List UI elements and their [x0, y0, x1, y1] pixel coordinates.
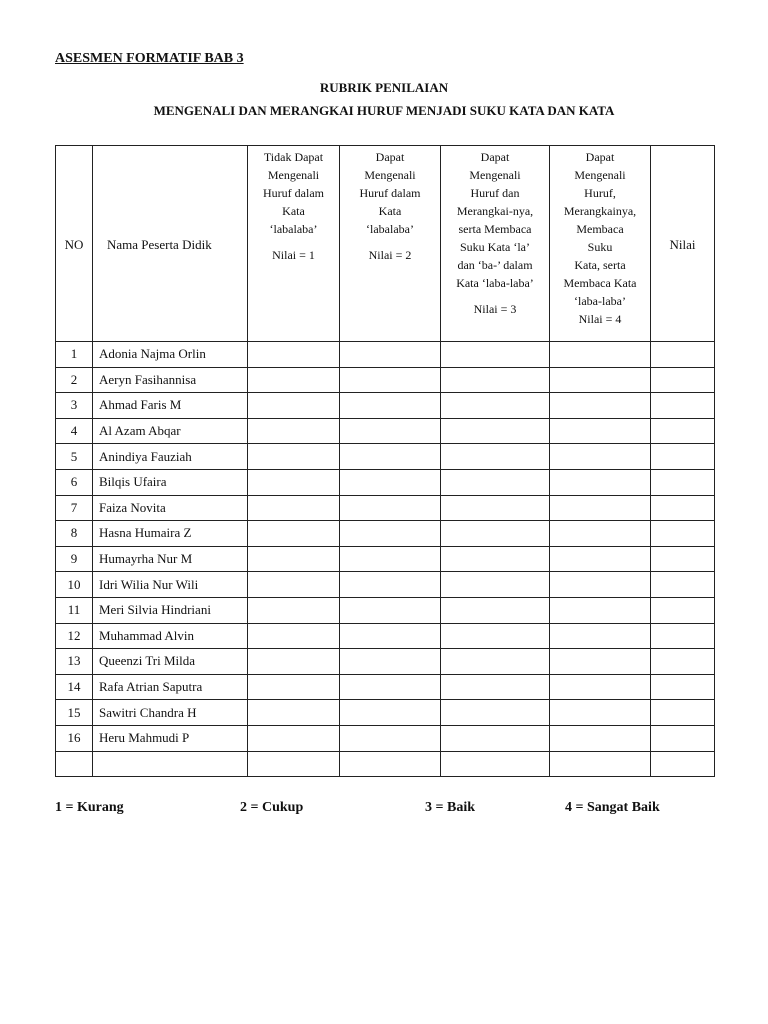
score-cell-nilai[interactable]	[651, 367, 715, 393]
header-criteria-2	[340, 146, 441, 342]
legend-sangat-baik: 4 = Sangat Baik	[565, 800, 660, 815]
header-row	[56, 146, 715, 342]
table-row	[56, 495, 715, 521]
row-number: 6	[56, 469, 93, 495]
table-row	[56, 649, 715, 675]
score-cell-nilai[interactable]	[651, 597, 715, 623]
score-cell-2[interactable]	[340, 546, 441, 572]
row-number: 7	[56, 495, 93, 521]
score-cell-3[interactable]	[441, 418, 550, 444]
legend-cukup: 2 = Cukup	[240, 800, 304, 815]
score-cell-nilai[interactable]	[651, 572, 715, 598]
row-number: 12	[56, 623, 93, 649]
student-name: Queenzi Tri Milda	[93, 649, 248, 675]
rubric-subtitle: MENGENALI DAN MERANGKAI HURUF MENJADI SUKU KATA DAN KATA	[153, 103, 615, 118]
table-row	[56, 700, 715, 726]
score-cell-1[interactable]	[248, 546, 340, 572]
score-cell-3[interactable]	[441, 367, 550, 393]
score-cell-1[interactable]	[248, 725, 340, 751]
row-number	[56, 751, 93, 777]
row-number: 4	[56, 418, 93, 444]
table-row	[56, 623, 715, 649]
table-row	[56, 469, 715, 495]
score-cell-4[interactable]	[550, 572, 651, 598]
score-cell-1[interactable]	[248, 418, 340, 444]
student-name: Rafa Atrian Saputra	[93, 674, 248, 700]
score-cell-1[interactable]	[248, 367, 340, 393]
score-cell-4[interactable]	[550, 444, 651, 470]
document-heading: ASESMEN FORMATIF BAB 3	[55, 51, 244, 66]
student-name	[93, 751, 248, 777]
score-cell-nilai[interactable]	[651, 495, 715, 521]
student-name: Meri Silvia Hindriani	[93, 597, 248, 623]
table-row	[56, 674, 715, 700]
score-cell-3[interactable]	[441, 495, 550, 521]
student-name: Adonia Najma Orlin	[93, 342, 248, 368]
score-cell-2[interactable]	[340, 623, 441, 649]
score-cell-4[interactable]	[550, 418, 651, 444]
score-cell-3[interactable]	[441, 674, 550, 700]
score-cell-3[interactable]	[441, 444, 550, 470]
score-cell-2[interactable]	[340, 597, 441, 623]
row-number: 13	[56, 649, 93, 675]
score-cell-3[interactable]	[441, 469, 550, 495]
table-row	[56, 597, 715, 623]
student-name: Ahmad Faris M	[93, 393, 248, 419]
criteria-4-text: Dapat Mengenali Huruf, Merangkainya, Membaca Suku Kata, serta Membaca Kata ‘laba-laba’	[563, 150, 637, 308]
score-cell-nilai[interactable]	[651, 700, 715, 726]
student-name: Heru Mahmudi P	[93, 725, 248, 751]
table-row	[56, 342, 715, 368]
score-cell-1[interactable]	[248, 674, 340, 700]
header-criteria-4	[550, 146, 651, 342]
score-cell-2[interactable]	[340, 469, 441, 495]
score-cell-nilai[interactable]	[651, 751, 715, 777]
student-name: Aeryn Fasihannisa	[93, 367, 248, 393]
score-cell-1[interactable]	[248, 521, 340, 547]
score-cell-3[interactable]	[441, 546, 550, 572]
score-cell-4[interactable]	[550, 469, 651, 495]
score-cell-3[interactable]	[441, 623, 550, 649]
score-cell-4[interactable]	[550, 546, 651, 572]
score-cell-2[interactable]	[340, 444, 441, 470]
table-row	[56, 393, 715, 419]
score-cell-2[interactable]	[340, 700, 441, 726]
row-number: 2	[56, 367, 93, 393]
score-cell-nilai[interactable]	[651, 649, 715, 675]
score-cell-2[interactable]	[340, 367, 441, 393]
score-cell-3[interactable]	[441, 521, 550, 547]
criteria-3-text: Dapat Mengenali Huruf dan Merangkai-nya, serta Membaca Suku Kata ‘la’ dan ‘ba-’ dalam Kata ‘laba-laba’	[456, 150, 534, 290]
row-number: 8	[56, 521, 93, 547]
header-nilai: Nilai	[651, 146, 715, 342]
score-cell-1[interactable]	[248, 444, 340, 470]
rubric-table	[55, 145, 715, 777]
score-cell-3[interactable]	[441, 751, 550, 777]
score-cell-nilai[interactable]	[651, 393, 715, 419]
student-rows	[56, 342, 715, 777]
score-cell-nilai[interactable]	[651, 418, 715, 444]
score-cell-4[interactable]	[550, 393, 651, 419]
score-cell-4[interactable]	[550, 495, 651, 521]
score-cell-2[interactable]	[340, 751, 441, 777]
score-cell-2[interactable]	[340, 725, 441, 751]
header-criteria-1	[248, 146, 340, 342]
score-cell-nilai[interactable]	[651, 623, 715, 649]
criteria-1-score: Nilai = 1	[272, 248, 315, 262]
score-cell-4[interactable]	[550, 521, 651, 547]
table-row	[56, 572, 715, 598]
score-cell-nilai[interactable]	[651, 342, 715, 368]
score-cell-1[interactable]	[248, 597, 340, 623]
criteria-2-text: Dapat Mengenali Huruf dalam Kata ‘labalaba’	[359, 150, 421, 236]
student-name: Faiza Novita	[93, 495, 248, 521]
score-cell-2[interactable]	[340, 418, 441, 444]
row-number: 11	[56, 597, 93, 623]
score-cell-1[interactable]	[248, 700, 340, 726]
student-name: Sawitri Chandra H	[93, 700, 248, 726]
student-name: Bilqis Ufaira	[93, 469, 248, 495]
score-cell-4[interactable]	[550, 597, 651, 623]
score-cell-4[interactable]	[550, 725, 651, 751]
score-cell-1[interactable]	[248, 495, 340, 521]
table-row	[56, 367, 715, 393]
criteria-4-score: Nilai = 4	[578, 312, 622, 326]
score-cell-4[interactable]	[550, 700, 651, 726]
table-row	[56, 418, 715, 444]
row-number: 14	[56, 674, 93, 700]
row-number: 1	[56, 342, 93, 368]
score-cell-1[interactable]	[248, 342, 340, 368]
score-cell-4[interactable]	[550, 623, 651, 649]
score-cell-3[interactable]	[441, 700, 550, 726]
criteria-3-score: Nilai = 3	[473, 302, 517, 316]
score-cell-3[interactable]	[441, 342, 550, 368]
criteria-1-text: Tidak Dapat Mengenali Huruf dalam Kata ‘labalaba’	[263, 150, 324, 236]
score-cell-4[interactable]	[550, 342, 651, 368]
table-row	[56, 521, 715, 547]
score-cell-3[interactable]	[441, 649, 550, 675]
student-name: Humayrha Nur M	[93, 546, 248, 572]
row-number: 10	[56, 572, 93, 598]
student-name: Hasna Humaira Z	[93, 521, 248, 547]
score-cell-nilai[interactable]	[651, 469, 715, 495]
row-number: 15	[56, 700, 93, 726]
legend-kurang: 1 = Kurang	[55, 800, 124, 815]
row-number: 5	[56, 444, 93, 470]
score-cell-4[interactable]	[550, 751, 651, 777]
score-cell-1[interactable]	[248, 393, 340, 419]
score-cell-2[interactable]	[340, 649, 441, 675]
header-criteria-3	[441, 146, 550, 342]
score-cell-1[interactable]	[248, 623, 340, 649]
student-name: Muhammad Alvin	[93, 623, 248, 649]
criteria-2-score: Nilai = 2	[368, 248, 412, 262]
table-row	[56, 546, 715, 572]
score-cell-3[interactable]	[441, 597, 550, 623]
score-cell-3[interactable]	[441, 725, 550, 751]
header-no: NO	[56, 146, 93, 342]
score-cell-1[interactable]	[248, 469, 340, 495]
header-student-name: Nama Peserta Didik	[93, 146, 248, 342]
score-cell-2[interactable]	[340, 495, 441, 521]
score-cell-2[interactable]	[340, 674, 441, 700]
score-cell-1[interactable]	[248, 572, 340, 598]
legend-baik: 3 = Baik	[425, 800, 475, 815]
score-cell-2[interactable]	[340, 393, 441, 419]
score-cell-nilai[interactable]	[651, 725, 715, 751]
table-row	[56, 725, 715, 751]
score-cell-3[interactable]	[441, 572, 550, 598]
score-cell-2[interactable]	[340, 572, 441, 598]
score-cell-3[interactable]	[441, 393, 550, 419]
score-cell-2[interactable]	[340, 342, 441, 368]
row-number: 3	[56, 393, 93, 419]
score-cell-1[interactable]	[248, 649, 340, 675]
score-cell-2[interactable]	[340, 521, 441, 547]
student-name: Idri Wilia Nur Wili	[93, 572, 248, 598]
score-cell-nilai[interactable]	[651, 521, 715, 547]
row-number: 9	[56, 546, 93, 572]
student-name: Anindiya Fauziah	[93, 444, 248, 470]
score-cell-nilai[interactable]	[651, 444, 715, 470]
score-cell-nilai[interactable]	[651, 674, 715, 700]
student-name: Al Azam Abqar	[93, 418, 248, 444]
score-cell-nilai[interactable]	[651, 546, 715, 572]
score-cell-4[interactable]	[550, 674, 651, 700]
rubric-title: RUBRIK PENILAIAN	[319, 80, 449, 95]
score-cell-4[interactable]	[550, 649, 651, 675]
table-row	[56, 751, 715, 777]
row-number: 16	[56, 725, 93, 751]
score-cell-4[interactable]	[550, 367, 651, 393]
table-row	[56, 444, 715, 470]
score-cell-1[interactable]	[248, 751, 340, 777]
